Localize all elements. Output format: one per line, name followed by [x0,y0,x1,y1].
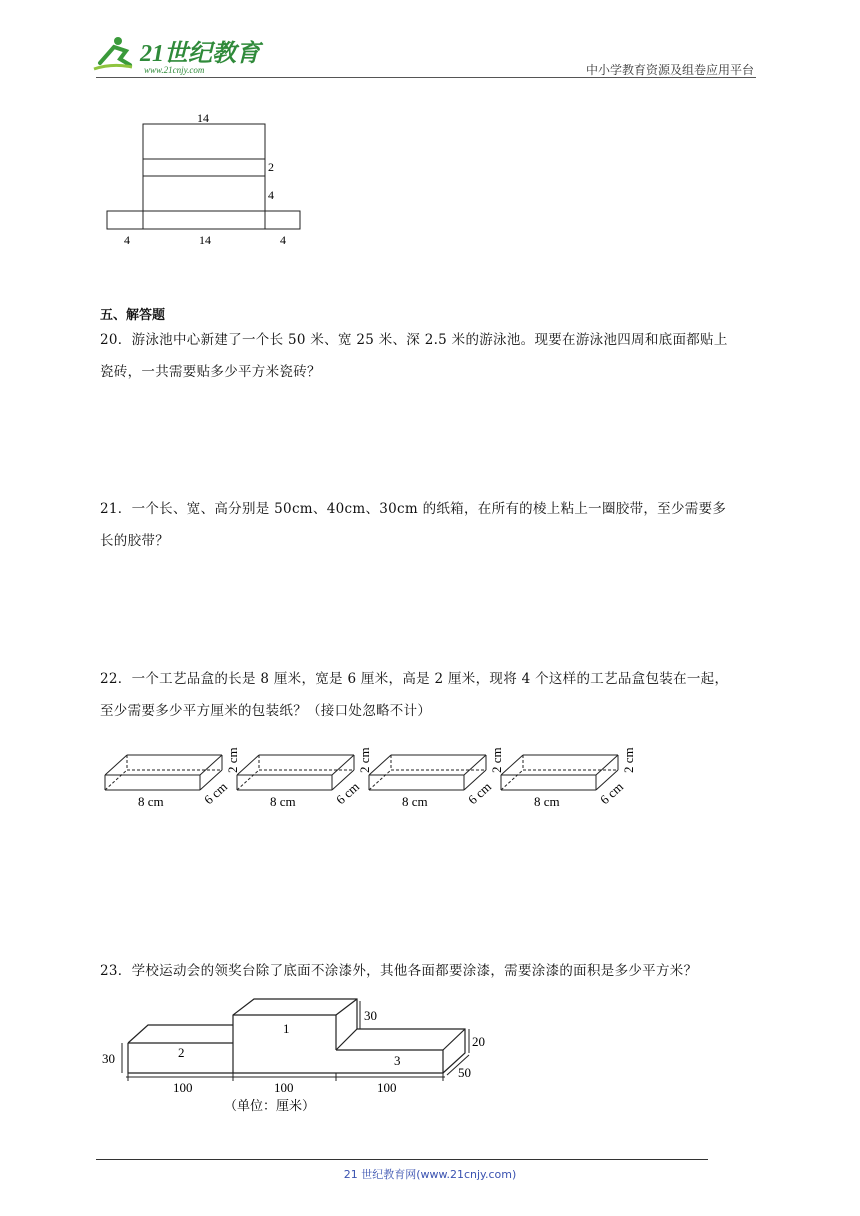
box-height-label: 2 cm [489,747,504,773]
logo-url: www.21cnjy.com [144,65,205,75]
figure-23 [100,995,510,1120]
question-line: 长的胶带？ [100,533,169,549]
box-width-label: 6 cm [596,778,627,808]
question-line: 21．一个长、宽、高分别是 50cm、40cm、30cm 的纸箱，在所有的棱上粘上一圈胶带，至少需要多 [100,501,727,517]
box-3 [369,755,486,790]
fig23-bottom-3: 100 [377,1080,397,1095]
fig19-bottom-label-left: 4 [124,233,130,247]
question-22 [100,663,765,727]
question-23 [100,955,765,987]
header-divider [96,77,756,78]
fig23-height-left: 30 [102,1051,115,1066]
section-heading: 五、解答题 [100,308,166,323]
box-2 [237,755,354,790]
fig23-label-3: 3 [394,1053,401,1068]
box-length-label: 8 cm [138,794,164,809]
box-width-label: 6 cm [200,778,231,808]
question-line: 22．一个工艺品盒的长是 8 厘米，宽是 6 厘米，高是 2 厘米，现将 4 个这样的工艺品盒包装在一起， [100,671,729,687]
fig23-depth: 50 [458,1065,471,1080]
fig19-top-label: 14 [197,111,209,125]
fig19-side-label-1: 2 [268,160,274,174]
logo-text: 21世纪教育 [140,41,260,67]
question-line: 20．游泳池中心新建了一个长 50 米、宽 25 米、深 2.5 米的游泳池。现要在游泳池四周和底面都贴上 [100,332,728,348]
box-height-label: 2 cm [357,747,372,773]
fig23-height-right: 20 [472,1034,485,1049]
box-4 [501,755,618,790]
box-height-label: 2 cm [621,747,636,773]
box-length-label: 8 cm [534,794,560,809]
question-line: 瓷砖，一共需要贴多少平方米瓷砖？ [100,364,321,380]
box-width-label: 6 cm [464,778,495,808]
fig23-label-1: 1 [283,1021,290,1036]
fig23-bottom-1: 100 [173,1080,193,1095]
runner-logo-icon [92,33,272,75]
logo [92,33,272,75]
box-height-label: 2 cm [225,747,240,773]
box-width-label: 6 cm [332,778,363,808]
footer-divider [96,1159,708,1160]
fig19-bottom-label-mid: 14 [199,233,211,247]
fig23-bottom-2: 100 [274,1080,294,1095]
figure-19 [100,108,310,250]
fig23-height-top: 30 [364,1008,377,1023]
fig19-side-label-2: 4 [268,188,274,202]
question-line: 至少需要多少平方厘米的包装纸？（接口处忽略不计） [100,703,432,719]
question-line: 23．学校运动会的领奖台除了底面不涂漆外，其他各面都要涂漆，需要涂漆的面积是多少平方米？ [100,963,698,979]
question-20 [100,324,765,388]
question-21 [100,493,765,557]
figure-22 [100,735,645,815]
fig23-unit: （单位：厘米） [224,1098,316,1113]
box-1 [105,755,222,790]
fig19-bottom-label-right: 4 [280,233,286,247]
footer-text: 21 世纪教育网(www.21cnjy.com) [343,1168,517,1181]
fig23-label-2: 2 [178,1045,185,1060]
box-length-label: 8 cm [402,794,428,809]
platform-title: 中小学教育资源及组卷应用平台 [585,63,754,77]
box-length-label: 8 cm [270,794,296,809]
